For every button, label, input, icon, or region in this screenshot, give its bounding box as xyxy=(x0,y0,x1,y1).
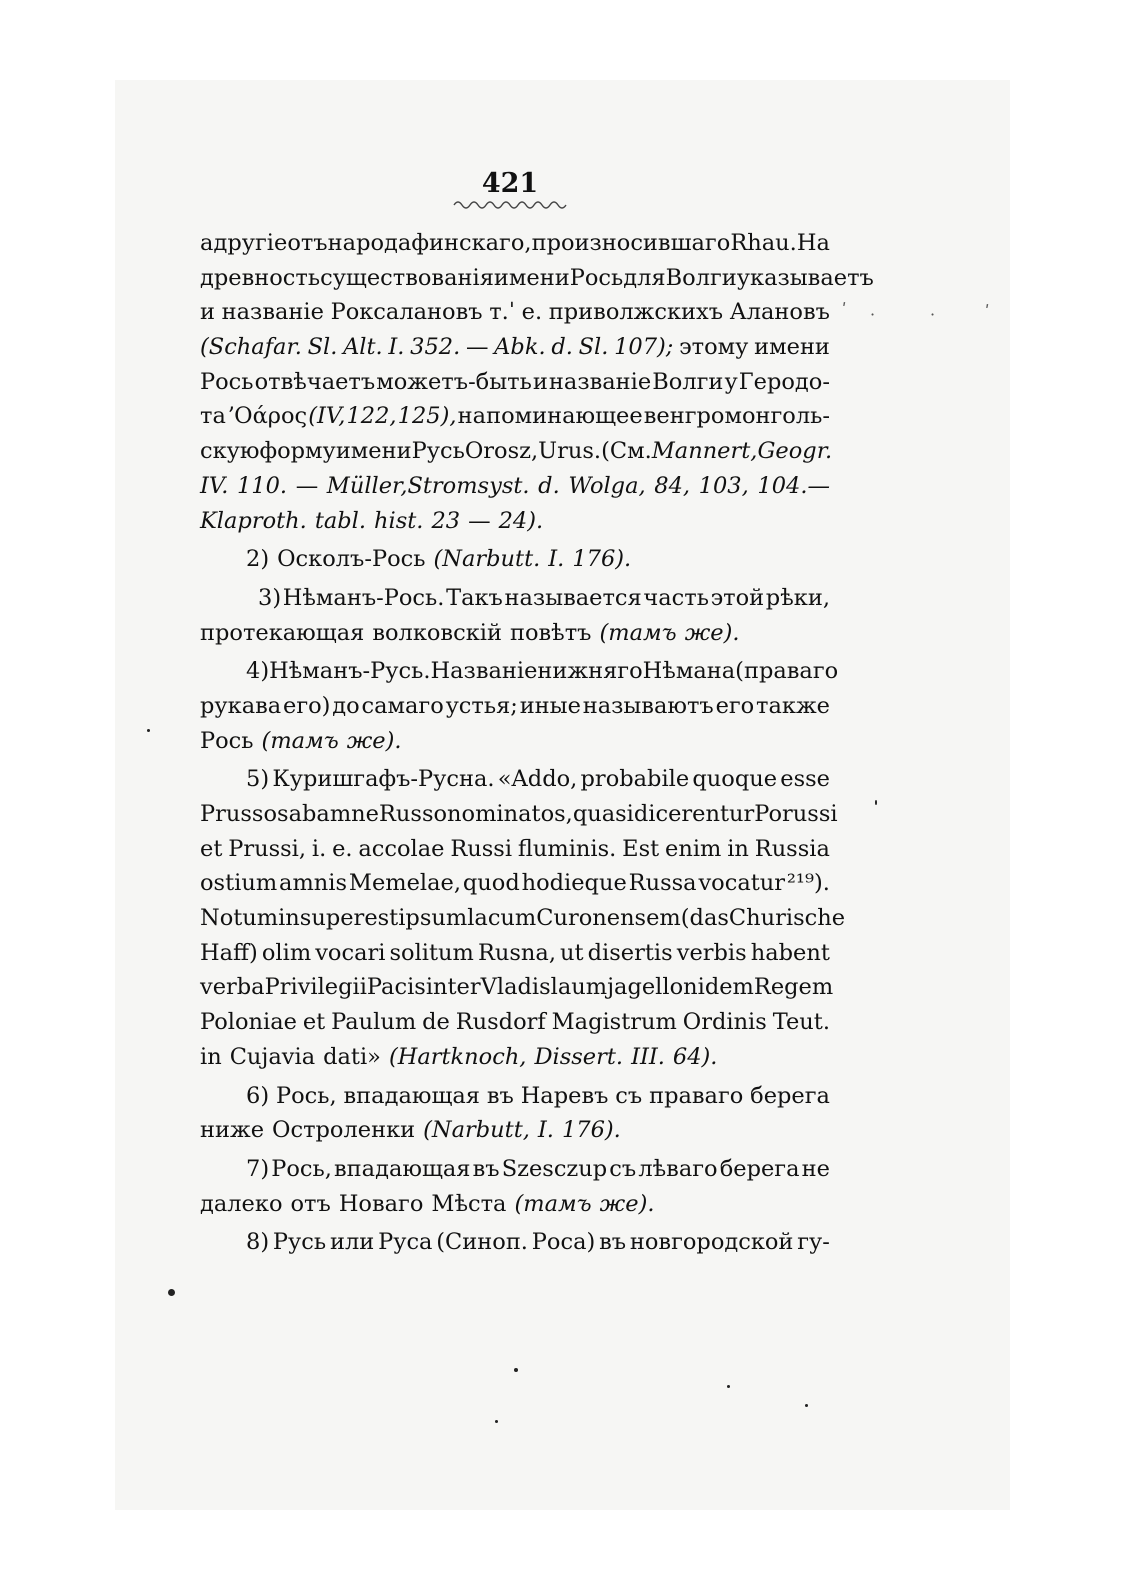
word: Klaproth. xyxy=(200,507,307,534)
word: рукава xyxy=(200,692,282,719)
word: Privilegii xyxy=(264,974,367,1001)
word: Русь xyxy=(272,1229,327,1256)
word: Prussos xyxy=(200,801,289,827)
word: же). xyxy=(599,1190,655,1217)
word: Prussi, xyxy=(228,835,307,862)
body-text xyxy=(200,226,874,1260)
word: впадающая xyxy=(343,1082,480,1109)
word: Mannert, xyxy=(651,438,758,465)
word: Рось, xyxy=(271,1155,332,1182)
text-line xyxy=(200,797,838,832)
text-line xyxy=(200,689,830,724)
word: Новаго xyxy=(338,1190,424,1217)
word: у xyxy=(724,368,738,395)
word: Волги xyxy=(665,264,737,291)
word: гу- xyxy=(797,1229,830,1256)
word: tabl. xyxy=(314,507,367,534)
word: verbis xyxy=(676,939,747,966)
text-line xyxy=(200,724,830,759)
word: accolae xyxy=(358,835,445,862)
word: probabile xyxy=(580,766,690,793)
word: отвѣчаетъ xyxy=(254,368,376,395)
word: 5) xyxy=(246,766,270,793)
word: Геродо- xyxy=(738,368,830,395)
word: а xyxy=(200,230,214,256)
word: венгромонголь- xyxy=(643,403,830,430)
text-line xyxy=(200,832,830,867)
word: 103, xyxy=(698,472,749,499)
word: е. xyxy=(521,299,543,326)
word: протекающая xyxy=(200,619,365,646)
word: ut xyxy=(560,939,584,966)
text-line xyxy=(200,1152,830,1187)
wavy-rule-ornament xyxy=(452,196,570,210)
word: его xyxy=(715,692,755,719)
word: quoque xyxy=(692,766,778,793)
word: устья; xyxy=(445,692,518,719)
word: далеко xyxy=(200,1190,283,1217)
word: можетъ-быть xyxy=(376,368,532,395)
word: не xyxy=(801,1155,830,1182)
word: (См. xyxy=(601,438,652,465)
word: древность xyxy=(200,264,321,291)
word: Ordinis xyxy=(682,1009,767,1036)
word: e. xyxy=(332,835,353,862)
word: Рось xyxy=(200,368,254,395)
word: въ xyxy=(472,1155,500,1182)
word: Наревъ xyxy=(520,1082,609,1109)
word: въ xyxy=(599,1229,627,1256)
word: — xyxy=(465,334,489,361)
scan-dot xyxy=(495,1420,498,1423)
word: et xyxy=(302,1009,326,1036)
word: Abk. xyxy=(494,334,546,361)
word: имени xyxy=(754,334,830,361)
scan-mark: · xyxy=(930,305,936,324)
text-line xyxy=(200,261,874,296)
word: самаго xyxy=(361,692,444,719)
word: Wolga, xyxy=(568,472,646,499)
word: имени xyxy=(493,264,570,291)
word: Cujavia xyxy=(229,1043,316,1070)
word: также xyxy=(756,692,830,719)
word: или xyxy=(329,1229,375,1256)
word: jagellonidem xyxy=(607,974,754,1001)
word: I. xyxy=(548,546,565,573)
word: ab xyxy=(288,801,317,827)
word: Sl. xyxy=(578,334,609,361)
word: праваго xyxy=(649,1082,744,1109)
word: (тамъ xyxy=(261,727,339,754)
word: d. xyxy=(538,472,560,499)
word: amnis xyxy=(279,870,348,897)
word: народа xyxy=(327,230,412,256)
word: enim xyxy=(665,835,722,862)
word: т.ˈ xyxy=(489,299,515,326)
text-line xyxy=(200,1005,830,1040)
text-line xyxy=(200,901,846,936)
word: I. xyxy=(537,1117,554,1144)
word: Churische xyxy=(728,905,846,932)
word: IV. xyxy=(200,472,229,499)
text-line xyxy=(200,970,834,1005)
word: (das xyxy=(680,905,729,932)
word: называется xyxy=(504,584,642,611)
word: указываетъ xyxy=(736,264,874,291)
word: форму xyxy=(259,438,336,465)
word: (Narbutt, xyxy=(423,1117,530,1144)
word: - xyxy=(362,658,371,685)
scan-dot xyxy=(514,1368,518,1372)
word: Sl. xyxy=(307,334,338,361)
word: Müller,Stromsyst. xyxy=(326,472,530,499)
word: Русь. xyxy=(370,658,431,685)
word: въ xyxy=(486,1082,514,1109)
word: съ xyxy=(615,1082,643,1109)
word: повѣтъ xyxy=(509,619,592,646)
word: Magistrum xyxy=(551,1009,677,1036)
text-line xyxy=(200,504,830,539)
word: Poloniae xyxy=(200,1009,297,1036)
word: Porussi xyxy=(754,801,838,827)
word: quasi xyxy=(572,801,634,827)
word: его) xyxy=(283,692,331,719)
word: dicerentur xyxy=(633,801,755,827)
word: Memelae, xyxy=(348,870,461,897)
word: 64). xyxy=(672,1043,718,1070)
word: Teut. xyxy=(772,1009,830,1036)
word: ²¹⁹). xyxy=(786,870,830,897)
word: существованія xyxy=(320,264,494,291)
word: Russo xyxy=(378,801,448,827)
word: «Addo, xyxy=(497,766,578,793)
word: d. xyxy=(551,334,573,361)
word: 110. xyxy=(236,472,288,499)
word: Russia xyxy=(754,835,830,862)
page-number: 421 xyxy=(481,168,539,199)
word: Названіе xyxy=(430,658,538,685)
word: disertis xyxy=(587,939,673,966)
word: vocatur xyxy=(698,870,786,897)
word: названіе xyxy=(221,299,324,326)
word: (Синоп. xyxy=(436,1229,528,1256)
word: иные xyxy=(519,692,581,719)
word: esse xyxy=(780,766,830,793)
word: inter xyxy=(425,974,481,1001)
word: 2) xyxy=(246,546,270,573)
word: берега xyxy=(719,1155,800,1182)
scan-dot xyxy=(168,1289,175,1296)
word: для xyxy=(623,264,666,291)
word: Такъ xyxy=(446,584,503,611)
text-line xyxy=(200,1113,830,1148)
text-line xyxy=(200,542,830,577)
word: Руса xyxy=(378,1229,433,1256)
scan-mark: · xyxy=(870,305,876,324)
word: Волги xyxy=(652,368,724,395)
word: dati» xyxy=(323,1043,381,1070)
word: Russa xyxy=(628,870,697,897)
word: Русь xyxy=(411,438,465,465)
word: 3) xyxy=(258,584,282,611)
word: Куришгафъ-Русна. xyxy=(272,766,495,793)
word: — xyxy=(468,507,491,534)
text-line xyxy=(200,1040,830,1075)
word: Rhau. xyxy=(730,230,797,256)
word: скую xyxy=(200,438,260,465)
word: съ xyxy=(609,1155,637,1182)
word: ʼΟάρος xyxy=(226,403,308,430)
word: Остроленки xyxy=(272,1117,416,1144)
word: Notum xyxy=(200,905,279,932)
word: нижняго xyxy=(537,658,643,685)
word: и xyxy=(532,368,548,395)
word: На xyxy=(796,230,830,256)
word: часть xyxy=(643,584,709,611)
word: I. xyxy=(388,334,405,361)
word: habent xyxy=(750,939,830,966)
word: Rusna, xyxy=(477,939,556,966)
word: i. xyxy=(311,835,327,862)
word: же). xyxy=(346,727,402,754)
text-line xyxy=(200,469,830,504)
word: Роса) xyxy=(531,1229,596,1256)
word: Orosz, xyxy=(464,438,539,465)
text-line xyxy=(200,226,830,261)
word: et xyxy=(200,835,223,862)
word: Haff) xyxy=(200,939,258,966)
word: 7) xyxy=(246,1155,270,1182)
word: Szesczup xyxy=(501,1155,608,1182)
word: произносившаго xyxy=(531,230,731,256)
word: olim xyxy=(261,939,312,966)
word: 107); xyxy=(614,334,674,361)
word: берега xyxy=(750,1082,830,1109)
word: другіе xyxy=(213,230,288,256)
word: Rusdorf xyxy=(455,1009,546,1036)
word: Regem xyxy=(753,974,834,1001)
word: Vladislaum xyxy=(480,974,608,1001)
word: (IV, xyxy=(308,403,346,430)
scan-dot xyxy=(805,1404,808,1407)
word: insuper xyxy=(278,905,365,932)
word: лѣваго xyxy=(638,1155,718,1182)
word: hodieque xyxy=(521,870,627,897)
text-line xyxy=(200,762,830,797)
word: fluminis. xyxy=(517,835,617,862)
text-line xyxy=(200,434,833,469)
word: amne xyxy=(316,801,379,827)
word: этой xyxy=(710,584,765,611)
word: de xyxy=(422,1009,450,1036)
word: финскаго, xyxy=(411,230,532,256)
text-line xyxy=(200,365,830,400)
word: до xyxy=(332,692,360,719)
word: Paulum xyxy=(331,1009,417,1036)
word: волковскій xyxy=(372,619,502,646)
scan-dot xyxy=(727,1385,730,1388)
word: est xyxy=(364,905,399,932)
word: ниже xyxy=(200,1117,265,1144)
scan-mark: ʹ xyxy=(842,300,847,319)
word: отъ xyxy=(290,1190,331,1217)
text-line xyxy=(200,654,839,689)
scan-mark: ʹ xyxy=(985,302,990,321)
scan-dot xyxy=(147,729,150,732)
word: отъ xyxy=(287,230,328,256)
word: 4) xyxy=(246,658,270,685)
text-line xyxy=(200,581,830,616)
word: этому xyxy=(679,334,749,361)
word: 8) xyxy=(246,1229,270,1256)
word: vocari xyxy=(315,939,386,966)
word: 176). xyxy=(561,1117,621,1144)
word: 125), xyxy=(397,403,457,430)
word: Urus. xyxy=(538,438,602,465)
text-line xyxy=(200,295,830,330)
word: впадающая xyxy=(334,1155,471,1182)
word: verba xyxy=(200,974,265,1001)
word: hist. xyxy=(374,507,424,534)
word: Мѣста xyxy=(431,1190,507,1217)
word: quod xyxy=(462,870,520,897)
text-line xyxy=(200,1187,830,1222)
word: 84, xyxy=(654,472,691,499)
word: 176). xyxy=(572,546,632,573)
word: Рось, xyxy=(275,1082,337,1109)
word: 6) xyxy=(246,1082,270,1109)
word: (праваго xyxy=(735,658,839,685)
word: — xyxy=(295,472,319,499)
word: Russi xyxy=(450,835,513,862)
word: та xyxy=(200,403,226,430)
word: 23 xyxy=(431,507,461,534)
word: in xyxy=(200,1043,222,1070)
word: 24). xyxy=(498,507,544,534)
word: Рось xyxy=(200,727,254,754)
word: in xyxy=(727,835,749,862)
word: 352. xyxy=(410,334,461,361)
word: новгородской xyxy=(629,1229,794,1256)
word: ipsum xyxy=(398,905,468,932)
word: 122, xyxy=(346,403,397,430)
text-line xyxy=(200,330,830,365)
word: (Hartknoch, xyxy=(388,1043,527,1070)
word: Dissert. xyxy=(534,1043,624,1070)
word: же). xyxy=(684,619,740,646)
word: Алановъ xyxy=(729,299,830,326)
text-line xyxy=(200,1225,830,1260)
text-line xyxy=(200,866,830,901)
text-line xyxy=(200,399,830,434)
word: lacum xyxy=(467,905,537,932)
word: Est xyxy=(622,835,660,862)
word: (тамъ xyxy=(514,1190,592,1217)
word: nominatos, xyxy=(447,801,573,827)
word: называютъ xyxy=(582,692,714,719)
word: рѣки, xyxy=(765,584,830,611)
word: III. xyxy=(631,1043,665,1070)
word: приволжскихъ xyxy=(548,299,724,326)
word: Geogr. xyxy=(757,438,833,465)
word: 104.— xyxy=(757,472,830,499)
word: Осколъ-Рось xyxy=(277,546,426,573)
text-line xyxy=(200,1079,830,1114)
text-line xyxy=(200,616,830,651)
word: (Narbutt. xyxy=(433,546,541,573)
word: ostium xyxy=(200,870,278,897)
word: solitum xyxy=(389,939,474,966)
word: Роксалановъ xyxy=(330,299,483,326)
word: напоминающее xyxy=(457,403,643,430)
word: имени xyxy=(335,438,412,465)
word: Pacis xyxy=(366,974,426,1001)
word: Рось xyxy=(569,264,624,291)
word: Alt. xyxy=(343,334,383,361)
word: и xyxy=(200,299,215,326)
word: Curonensem xyxy=(536,905,681,932)
word: (тамъ xyxy=(599,619,677,646)
word: (Schafar. xyxy=(200,334,302,361)
text-line xyxy=(200,936,830,971)
word: Нѣмана xyxy=(642,658,736,685)
scan-dot xyxy=(875,800,877,805)
word: Нѣманъ xyxy=(269,658,363,685)
word: названіе xyxy=(548,368,652,395)
word: Нѣманъ-Рось. xyxy=(282,584,445,611)
